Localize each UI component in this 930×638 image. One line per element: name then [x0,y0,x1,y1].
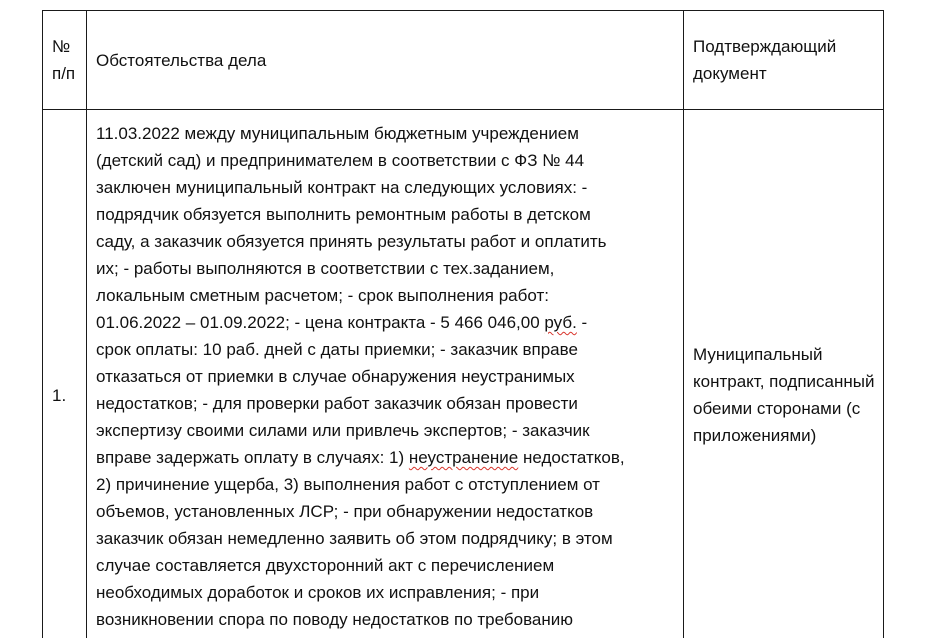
circumstances-line: подрядчик обязуется выполнить ремонтным работы в детском [96,205,591,224]
spellcheck-underline-rub: руб. [544,313,577,332]
circumstances-line: (детский сад) и предпринимателем в соответствии с ФЗ № 44 [96,151,585,170]
circumstances-line-price [96,309,675,336]
spellcheck-underline-word: неустранение [408,448,519,467]
circumstances-line: объемов, установленных ЛСР; - при обнаружении недостатков [96,502,594,521]
circumstances-line-cases [96,444,675,471]
circumstances-line: экспертизу своими силами или привлечь экспертов; - заказчик [96,421,590,440]
table-row [43,110,884,638]
circumstances-line: случае составляется двухсторонний акт с перечислением [96,556,555,575]
circumstances-line: недостатков; - для проверки работ заказчик обязан провести [96,394,578,413]
cases-suffix: недостатков, [518,448,625,467]
price-suffix: - [576,313,588,332]
circumstances-line: их; - работы выполняются в соответствии с тех.заданием, [96,259,555,278]
header-document: Подтверждающий документ [684,11,884,110]
table-header-row [43,11,884,110]
circumstances-text [96,120,675,633]
circumstances-line: необходимых доработок и сроков их исправления; - при [96,583,540,602]
circumstances-line: 2) причинение ущерба, 3) выполнения работ с отступлением от [96,475,600,494]
circumstances-line: срок оплаты: 10 раб. дней с даты приемки; - заказчик вправе [96,340,578,359]
row-document: Муниципальный контракт, подписанный обеими сторонами (с приложениями) [684,110,884,638]
header-circumstances: Обстоятельства дела [87,11,684,110]
circumstances-line: саду, а заказчик обязуется принять результаты работ и оплатить [96,232,607,251]
case-table [42,10,884,638]
header-number: № п/п [43,11,87,110]
circumstances-line: заключен муниципальный контракт на следующих условиях: - [96,178,588,197]
circumstances-line: отказаться от приемки в случае обнаружения неустранимых [96,367,575,386]
row-circumstances [87,110,684,638]
circumstances-line: заказчик обязан немедленно заявить об этом подрядчику; в этом [96,529,613,548]
row-number: 1. [43,110,87,638]
price-text: 01.06.2022 – 01.09.2022; - цена контракта - 5 466 046,00 [96,313,545,332]
circumstances-line: возникновении спора по поводу недостатков по требованию [96,610,574,629]
circumstances-line: 11.03.2022 между муниципальным бюджетным учреждением [96,124,579,143]
circumstances-line: локальным сметным расчетом; - срок выполнения работ: [96,286,549,305]
cases-text: вправе задержать оплату в случаях: 1) [96,448,409,467]
